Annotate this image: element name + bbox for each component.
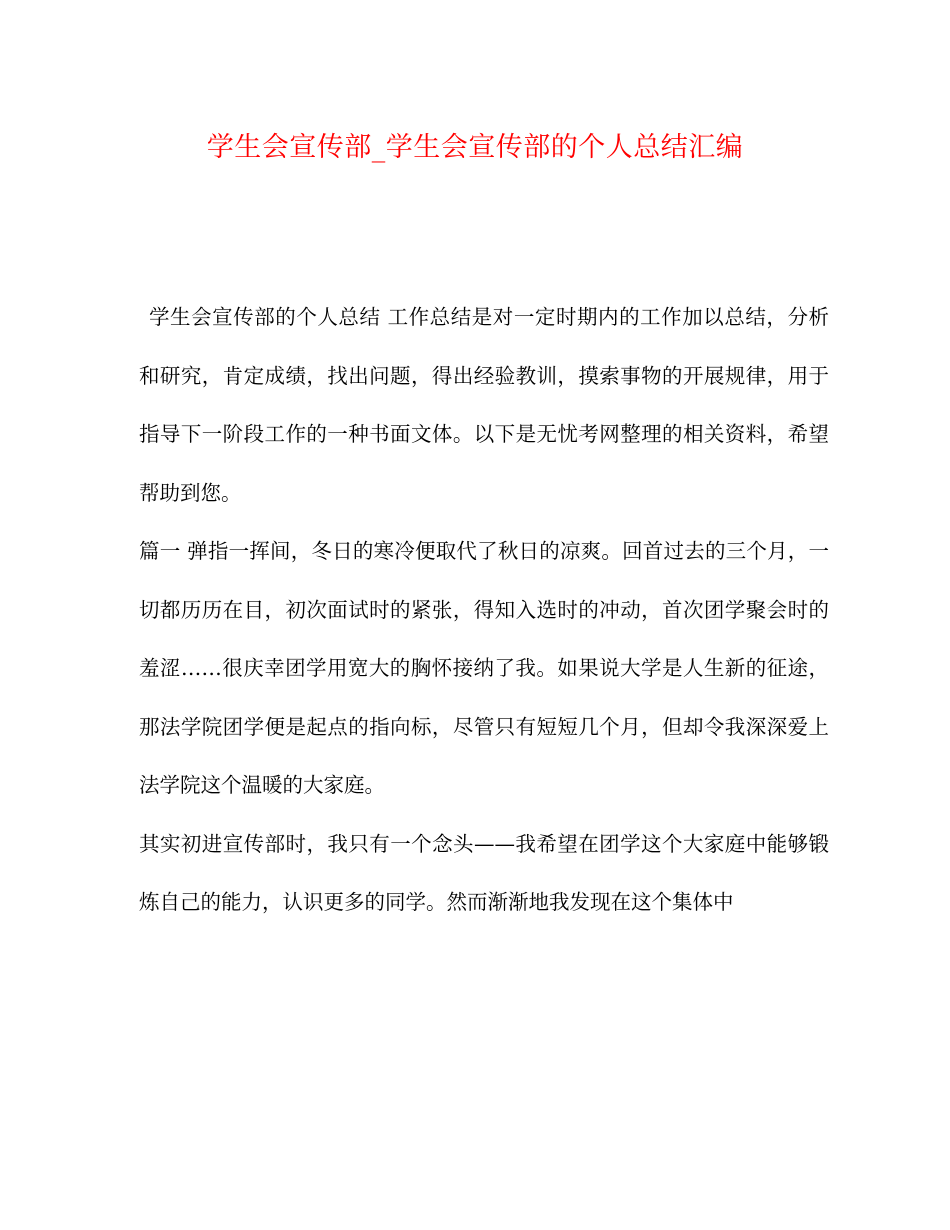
document-title: 学生会宣传部_学生会宣传部的个人总结汇编 — [206, 132, 744, 163]
paragraph-part-one: 篇一 弹指一挥间，冬日的寒冷便取代了秋日的凉爽。回首过去的三个月，一切都历历在目，初次面试时的紧张，得知入选时的冲动，首次团学聚会时的羞涩……很庆幸团学用宽大的胸怀接纳了我。如果说大学是人生新的征途，那法学院团学便是起点的指向标，尽管只有短短几个月，但却令我深深爱上法学院这个温暖的大家庭。 — [139, 539, 829, 797]
paragraph-intro: 学生会宣传部的个人总结 工作总结是对一定时期内的工作加以总结，分析和研究，肯定成绩，找出问题，得出经验教训，摸索事物的开展规律，用于指导下一阶段工作的一种书面文体。以下是无忧考网整理的相关资料，希望帮助到您。 — [139, 305, 829, 505]
document-body — [139, 288, 829, 932]
paragraph-propaganda-dept: 其实初进宣传部时，我只有一个念头——我希望在团学这个大家庭中能够锻炼自己的能力，认识更多的同学。然而渐渐地我发现在这个集体中 — [139, 831, 829, 914]
